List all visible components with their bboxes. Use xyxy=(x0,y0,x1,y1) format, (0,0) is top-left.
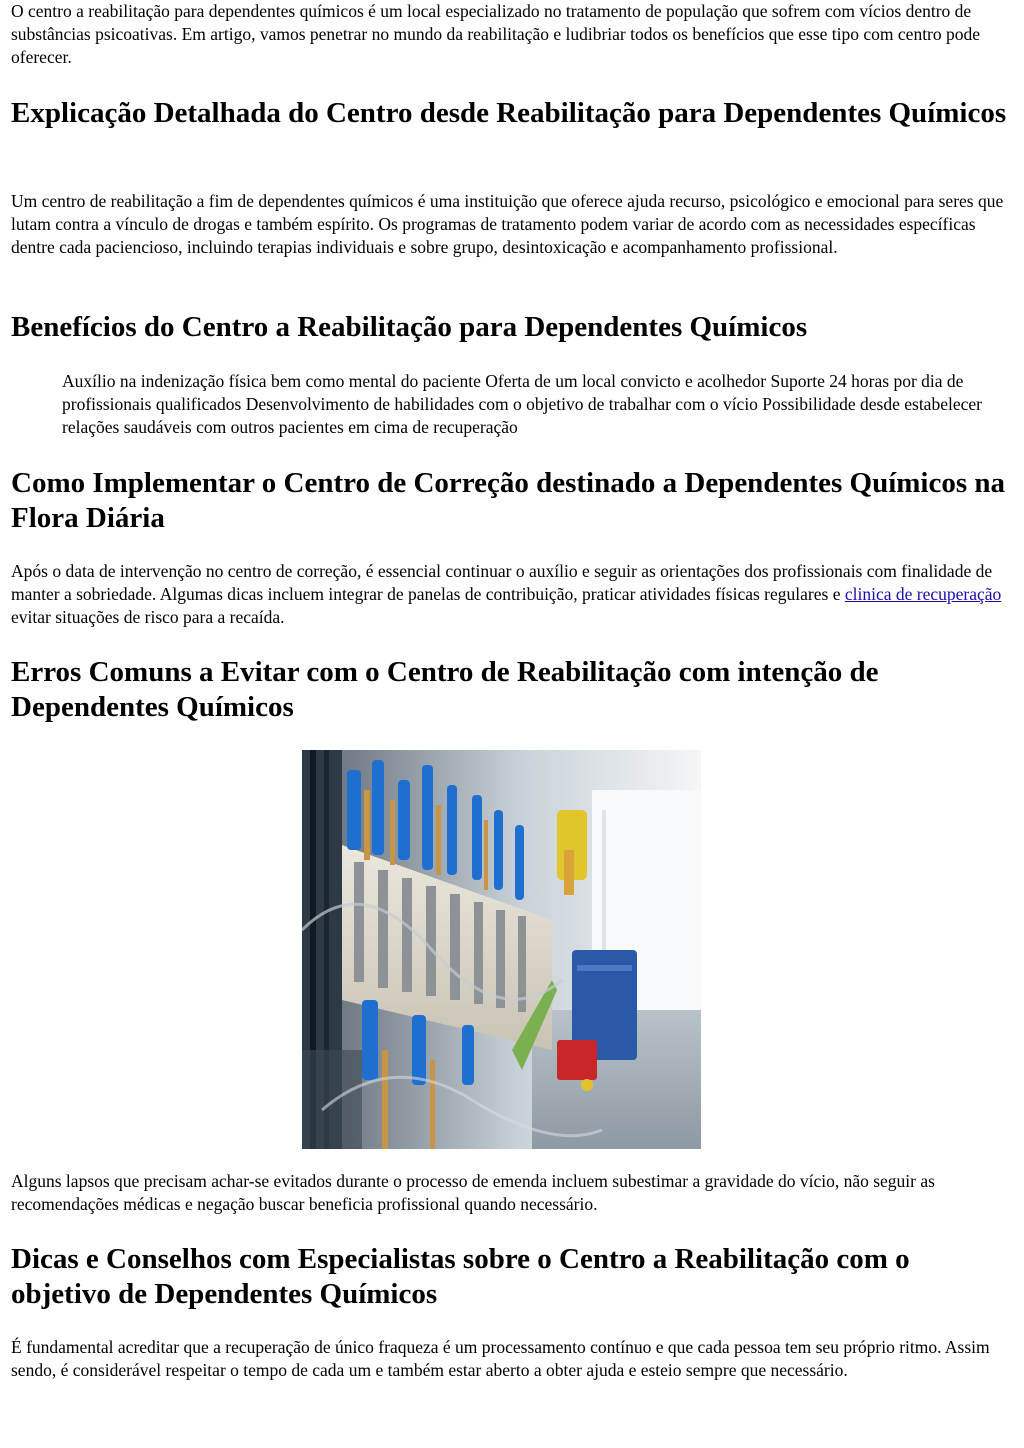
section-body-dicas: É fundamental acreditar que a recuperação de único fraqueza é um processamento contínuo e que cada pessoa tem seu próprio ritmo. Assim sendo, é considerável respeitar o tempo de cada um e também estar aberto a obter ajuda e esteio sempre que necessário. xyxy=(11,1337,990,1381)
body-text-after-link: evitar situações de risco para a recaída. xyxy=(11,607,285,628)
intro-paragraph: O centro a reabilitação para dependentes químicos é um local especializado no tratamento de população que sofrem com vícios dentro de substâncias psicoativas. Em artigo, vamos penetrar no mundo da reabilitação e ludibriar todos os benefícios que esse tipo com centro pode oferecer. xyxy=(11,1,981,68)
section-heading-explicacao: Explicação Detalhada do Centro desde Reabilitação para Dependentes Químicos xyxy=(11,97,1007,129)
section-heading-beneficios: Benefícios do Centro a Reabilitação para Dependentes Químicos xyxy=(11,311,808,343)
section-heading-implementar: Como Implementar o Centro de Correção destinado a Dependentes Químicos na Flora Diária xyxy=(11,467,1006,534)
section-body-erros: Alguns lapsos que precisam achar-se evitados durante o processo de emenda incluem subestimar a gravidade do vício, não seguir as recomendações médicas e negação buscar beneficia profissional quando necessário. xyxy=(11,1171,935,1215)
hospital-equipment-photo xyxy=(302,750,701,1149)
section-heading-erros: Erros Comuns a Evitar com o Centro de Reabilitação com intenção de Dependentes Químicos xyxy=(11,656,879,723)
section-body-explicacao: Um centro de reabilitação a fim de dependentes químicos é uma instituição que oferece ajuda recurso, psicológico e emocional para seres que lutam contra a vínculo de drogas e também espírito. Os programas de tratamento podem variar de acordo com as necessidades específicas dentre cada paciencioso, incluindo terapias individuais e sobre grupo, desintoxicação e acompanhamento profissional. xyxy=(11,191,1004,258)
benefits-blockquote: Auxílio na indenização física bem como mental do paciente Oferta de um local convicto e acolhedor Suporte 24 horas por dia de profissionais qualificados Desenvolvimento de habilidades com o objetivo de trabalhar com o vício Possibilidade desde estabelecer relações saudáveis com outros pacientes em cima de recuperação xyxy=(62,371,982,438)
body-text-before-link: Após o data de intervenção no centro de correção, é essencial continuar o auxílio e seguir as orientações dos profissionais com finalidade de manter a sobriedade. Algumas dicas incluem integrar de panelas de contribuição, praticar atividades físicas regulares e xyxy=(11,561,993,605)
section-heading-dicas: Dicas e Conselhos com Especialistas sobre o Centro a Reabilitação com o objetivo de Dependentes Químicos xyxy=(11,1243,910,1310)
clinica-recuperacao-link[interactable]: clinica de recuperação xyxy=(844,584,1002,605)
section-body-implementar xyxy=(11,560,1011,630)
